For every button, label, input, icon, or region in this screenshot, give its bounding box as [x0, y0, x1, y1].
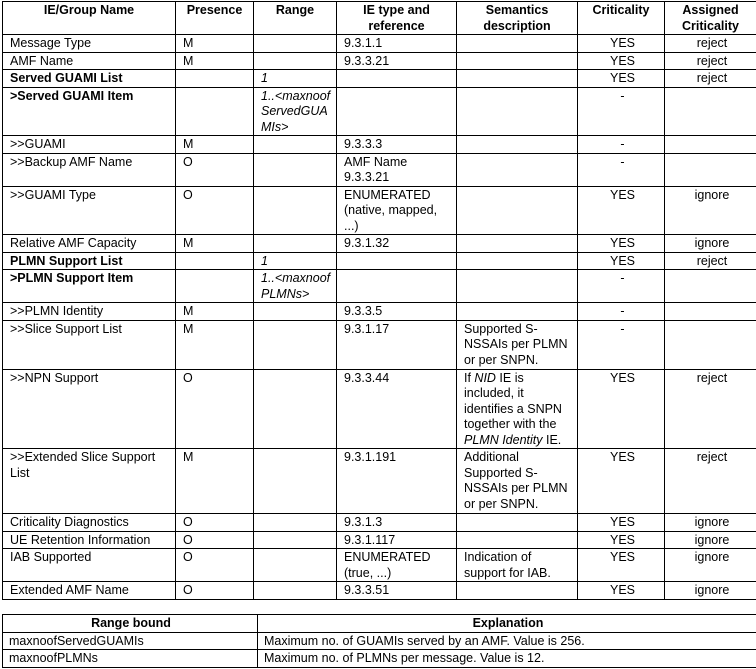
- ie-type-ref: 9.3.3.5: [337, 303, 457, 321]
- presence: O: [176, 514, 254, 532]
- header-explanation: Explanation: [258, 615, 756, 633]
- table-row: [3, 252, 756, 270]
- table-row: [3, 136, 756, 154]
- criticality: -: [578, 270, 665, 303]
- table-row: [3, 303, 756, 321]
- range: [254, 186, 337, 235]
- criticality: YES: [578, 235, 665, 253]
- criticality: YES: [578, 549, 665, 582]
- assigned-criticality: reject: [665, 252, 756, 270]
- range: [254, 320, 337, 369]
- table-row: [3, 87, 756, 136]
- semantics: [457, 87, 578, 136]
- ie-name: >>Extended Slice Support List: [3, 449, 176, 514]
- semantics-text: IE is included, it identifies a SNPN together with the: [464, 370, 562, 431]
- semantics-text: IE.: [542, 432, 562, 447]
- header-criticality: Criticality: [578, 2, 665, 35]
- semantics: [457, 136, 578, 154]
- presence: O: [176, 582, 254, 600]
- explanation: Maximum no. of GUAMIs served by an AMF. Value is 256.: [258, 632, 756, 650]
- semantics-text: If: [464, 370, 475, 385]
- header-range-bound: Range bound: [3, 615, 258, 633]
- ie-type-ref: ENUMERATED (native, mapped, ...): [337, 186, 457, 235]
- ie-name: PLMN Support List: [3, 252, 176, 270]
- criticality: -: [578, 153, 665, 186]
- semantics: [457, 582, 578, 600]
- table-row: [3, 153, 756, 186]
- ie-name: Criticality Diagnostics: [3, 514, 176, 532]
- ie-name: >PLMN Support Item: [3, 270, 176, 303]
- ie-type-ref: 9.3.1.1: [337, 35, 457, 53]
- range-bound-table: [2, 614, 756, 668]
- table-row: [3, 514, 756, 532]
- assigned-criticality: reject: [665, 449, 756, 514]
- range: [254, 369, 337, 449]
- explanation: Maximum no. of PLMNs per message. Value is 12.: [258, 650, 756, 668]
- semantics: Indication of support for IAB.: [457, 549, 578, 582]
- assigned-criticality: reject: [665, 70, 756, 88]
- range: [254, 52, 337, 70]
- range: [254, 303, 337, 321]
- criticality: YES: [578, 52, 665, 70]
- assigned-criticality: [665, 153, 756, 186]
- ie-type-ref: 9.3.3.21: [337, 52, 457, 70]
- criticality: YES: [578, 369, 665, 449]
- range: [254, 549, 337, 582]
- semantics: [457, 35, 578, 53]
- assigned-criticality: ignore: [665, 531, 756, 549]
- presence: O: [176, 531, 254, 549]
- header-ie-group-name: IE/Group Name: [3, 2, 176, 35]
- semantics: [457, 303, 578, 321]
- range-bound: maxnoofPLMNs: [3, 650, 258, 668]
- presence: O: [176, 153, 254, 186]
- ie-name: >Served GUAMI Item: [3, 87, 176, 136]
- table-row: [3, 531, 756, 549]
- presence: O: [176, 369, 254, 449]
- presence: [176, 270, 254, 303]
- semantics: [457, 531, 578, 549]
- semantics: [457, 235, 578, 253]
- table-row: [3, 582, 756, 600]
- ie-type-ref: [337, 270, 457, 303]
- presence: M: [176, 449, 254, 514]
- criticality: -: [578, 320, 665, 369]
- assigned-criticality: [665, 270, 756, 303]
- ie-type-ref: 9.3.1.17: [337, 320, 457, 369]
- presence: [176, 252, 254, 270]
- ie-name: Extended AMF Name: [3, 582, 176, 600]
- ie-type-ref: 9.3.1.117: [337, 531, 457, 549]
- presence: O: [176, 549, 254, 582]
- ie-name: Relative AMF Capacity: [3, 235, 176, 253]
- ie-type-ref: AMF Name 9.3.3.21: [337, 153, 457, 186]
- range: 1: [254, 252, 337, 270]
- table-row: [3, 449, 756, 514]
- criticality: -: [578, 303, 665, 321]
- table-row: [3, 369, 756, 449]
- ie-type-ref: 9.3.3.51: [337, 582, 457, 600]
- criticality: YES: [578, 531, 665, 549]
- ie-name: AMF Name: [3, 52, 176, 70]
- ie-name: >>Backup AMF Name: [3, 153, 176, 186]
- presence: O: [176, 186, 254, 235]
- range: [254, 136, 337, 154]
- criticality: YES: [578, 514, 665, 532]
- range: [254, 35, 337, 53]
- ie-name: UE Retention Information: [3, 531, 176, 549]
- semantics-ie-ref: PLMN Identity: [464, 432, 543, 447]
- presence: M: [176, 136, 254, 154]
- assigned-criticality: [665, 320, 756, 369]
- criticality: YES: [578, 70, 665, 88]
- ie-name: >>GUAMI Type: [3, 186, 176, 235]
- assigned-criticality: ignore: [665, 582, 756, 600]
- table-row: [3, 235, 756, 253]
- ie-type-ref: 9.3.1.191: [337, 449, 457, 514]
- range: [254, 531, 337, 549]
- semantics-ie-ref: NID: [474, 370, 496, 385]
- criticality: YES: [578, 35, 665, 53]
- criticality: YES: [578, 582, 665, 600]
- range: 1..<maxnoofServedGUAMIs>: [254, 87, 337, 136]
- criticality: YES: [578, 186, 665, 235]
- table-row: [3, 70, 756, 88]
- assigned-criticality: ignore: [665, 514, 756, 532]
- range-table-header: [3, 615, 756, 633]
- ie-table: [2, 1, 756, 600]
- ie-table-header: [3, 2, 756, 35]
- semantics: [457, 369, 578, 449]
- assigned-criticality: [665, 87, 756, 136]
- header-assigned-criticality: Assigned Criticality: [665, 2, 756, 35]
- presence: M: [176, 35, 254, 53]
- range: [254, 582, 337, 600]
- assigned-criticality: ignore: [665, 186, 756, 235]
- criticality: YES: [578, 252, 665, 270]
- ie-type-ref: 9.3.3.44: [337, 369, 457, 449]
- assigned-criticality: ignore: [665, 235, 756, 253]
- range: [254, 235, 337, 253]
- table-row: [3, 320, 756, 369]
- presence: [176, 70, 254, 88]
- table-row: [3, 52, 756, 70]
- ie-type-ref: 9.3.1.32: [337, 235, 457, 253]
- presence: M: [176, 52, 254, 70]
- table-row: [3, 35, 756, 53]
- header-range: Range: [254, 2, 337, 35]
- ie-name: Message Type: [3, 35, 176, 53]
- table-row: [3, 549, 756, 582]
- criticality: -: [578, 136, 665, 154]
- ie-name: >>Slice Support List: [3, 320, 176, 369]
- criticality: YES: [578, 449, 665, 514]
- semantics: Additional Supported S-NSSAIs per PLMN or per SNPN.: [457, 449, 578, 514]
- range: 1: [254, 70, 337, 88]
- semantics: [457, 186, 578, 235]
- assigned-criticality: reject: [665, 369, 756, 449]
- table-row: [3, 650, 756, 668]
- range: [254, 153, 337, 186]
- ie-name: Served GUAMI List: [3, 70, 176, 88]
- assigned-criticality: reject: [665, 35, 756, 53]
- range: [254, 449, 337, 514]
- ie-type-ref: [337, 87, 457, 136]
- assigned-criticality: [665, 303, 756, 321]
- ie-name: IAB Supported: [3, 549, 176, 582]
- header-presence: Presence: [176, 2, 254, 35]
- range: 1..<maxnoofPLMNs>: [254, 270, 337, 303]
- ie-type-ref: 9.3.1.3: [337, 514, 457, 532]
- range: [254, 514, 337, 532]
- criticality: -: [578, 87, 665, 136]
- semantics: [457, 52, 578, 70]
- table-row: [3, 632, 756, 650]
- presence: M: [176, 235, 254, 253]
- ie-type-ref: 9.3.3.3: [337, 136, 457, 154]
- assigned-criticality: [665, 136, 756, 154]
- ie-type-ref: [337, 252, 457, 270]
- range-bound: maxnoofServedGUAMIs: [3, 632, 258, 650]
- semantics: Supported S-NSSAIs per PLMN or per SNPN.: [457, 320, 578, 369]
- ie-name: >>GUAMI: [3, 136, 176, 154]
- semantics: [457, 514, 578, 532]
- semantics: [457, 153, 578, 186]
- semantics: [457, 70, 578, 88]
- assigned-criticality: reject: [665, 52, 756, 70]
- header-semantics: Semantics description: [457, 2, 578, 35]
- ie-name: >>NPN Support: [3, 369, 176, 449]
- ie-type-ref: ENUMERATED (true, ...): [337, 549, 457, 582]
- semantics: [457, 252, 578, 270]
- presence: M: [176, 303, 254, 321]
- presence: [176, 87, 254, 136]
- presence: M: [176, 320, 254, 369]
- ie-type-ref: [337, 70, 457, 88]
- ie-name: >>PLMN Identity: [3, 303, 176, 321]
- semantics: [457, 270, 578, 303]
- table-row: [3, 186, 756, 235]
- header-ie-type: IE type and reference: [337, 2, 457, 35]
- assigned-criticality: ignore: [665, 549, 756, 582]
- table-row: [3, 270, 756, 303]
